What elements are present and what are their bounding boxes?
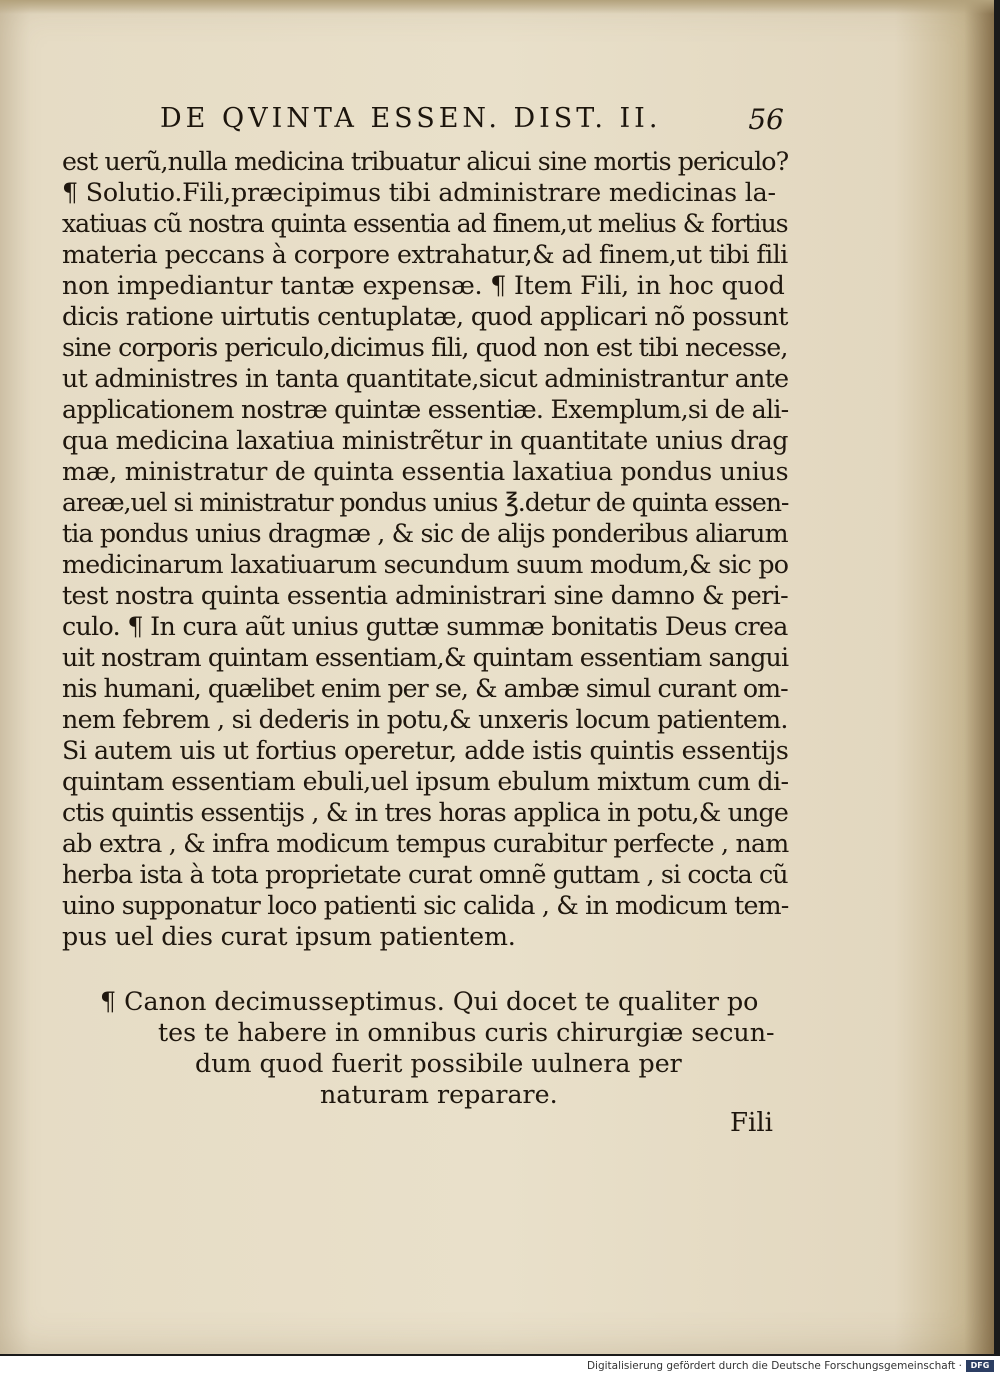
catchword: Fili (730, 1108, 773, 1138)
text-line: culo. ¶ In cura aũt unius guttæ summæ bonitatis Deus crea (62, 612, 788, 641)
text-line: ab extra , & infra modicum tempus curabitur perfecte , nam (62, 829, 789, 858)
text-line: dicis ratione uirtutis centuplatæ, quod applicari nõ possunt (62, 302, 788, 331)
page-header (160, 103, 790, 143)
text-line: herba ista à tota proprietate curat omnẽ guttam , si cocta cũ (62, 860, 788, 889)
text-line: xatiuas cũ nostra quinta essentia ad finem,ut melius & fortius (62, 209, 788, 238)
canon-heading-line: ¶ Canon decimusseptimus. Qui docet te qualiter po (100, 987, 759, 1016)
footer-credit: Digitalisierung gefördert durch die Deutsche Forschungsgemeinschaft · (586, 1360, 962, 1372)
text-line: sine corporis periculo,dicimus fili, quod non est tibi necesse, (62, 333, 788, 362)
text-line: qua medicina laxatiua ministrẽtur in quantitate unius drag (62, 426, 788, 455)
text-line: mæ, ministratur de quinta essentia laxatiua pondus unius (62, 457, 789, 486)
text-line: nem febrem , si dederis in potu,& unxeris locum patientem. (62, 705, 788, 734)
text-line: Si autem uis ut fortius operetur, adde istis quintis essentijs (62, 736, 789, 765)
text-line: uino supponatur loco patienti sic calida , & in modicum tem- (62, 891, 789, 920)
text-line: quintam essentiam ebuli,uel ipsum ebulum mixtum cum di- (62, 767, 789, 796)
body-text (62, 146, 788, 952)
text-line: materia peccans à corpore extrahatur,& ad finem,ut tibi fili (62, 240, 788, 269)
text-line: test nostra quinta essentia administrari sine damno & peri- (62, 581, 789, 610)
text-line: ¶ Solutio.Fili,præcipimus tibi administrare medicinas la- (62, 178, 776, 207)
text-line: est uerũ,nulla medicina tribuatur alicui sine mortis periculo? (62, 147, 789, 176)
canon-heading-line: dum quod fuerit possibile uulnera per (195, 1049, 682, 1078)
text-line: nis humani, quælibet enim per se, & ambæ simul curant om- (62, 674, 788, 703)
text-line: areæ,uel si ministratur pondus unius ℥.detur de quinta essen- (62, 488, 789, 517)
text-line: applicationem nostræ quintæ essentiæ. Exemplum,si de ali- (62, 395, 789, 424)
dfg-logo: DFG (966, 1360, 994, 1372)
text-line: non impediantur tantæ expensæ. ¶ Item Fili, in hoc quod (62, 271, 785, 300)
text-line: uit nostram quintam essentiam,& quintam essentiam sangui (62, 643, 789, 672)
canon-heading-line: tes te habere in omnibus curis chirurgiæ secun- (158, 1018, 775, 1047)
canon-heading-line: naturam reparare. (320, 1080, 558, 1109)
folio-number: 56 (748, 103, 784, 136)
text-line: tia pondus unius dragmæ , & sic de alijs ponderibus aliarum (62, 519, 788, 548)
canon-heading (100, 986, 775, 1110)
text-line: ut administres in tanta quantitate,sicut administrantur ante (62, 364, 789, 393)
text-line: pus uel dies curat ipsum patientem. (62, 922, 516, 951)
running-head: DE QVINTA ESSEN. DIST. II. (160, 103, 662, 134)
digitization-footer (0, 1356, 1000, 1377)
text-line: ctis quintis essentijs , & in tres horas applica in potu,& unge (62, 798, 788, 827)
text-line: medicinarum laxatiuarum secundum suum modum,& sic po (62, 550, 789, 579)
